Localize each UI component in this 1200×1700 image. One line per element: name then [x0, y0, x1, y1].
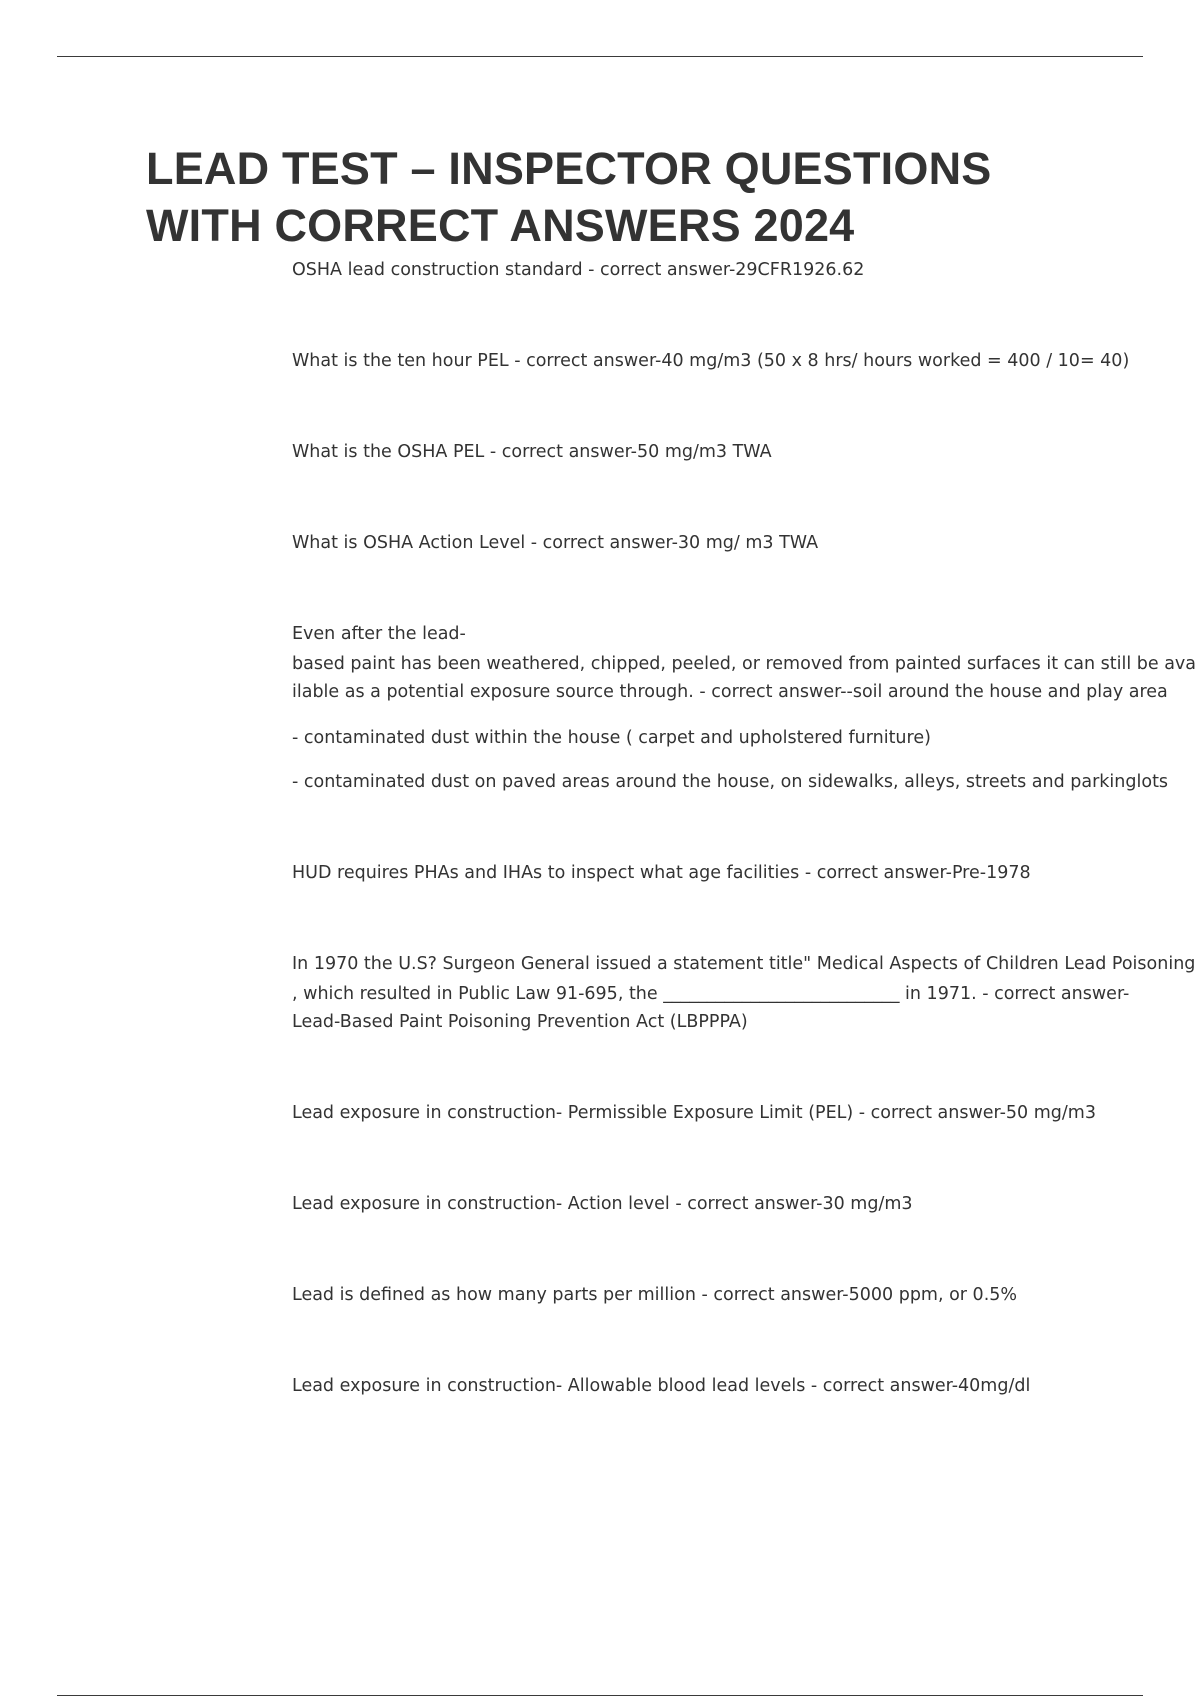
qa-item: What is OSHA Action Level - correct answer-30 mg/ m3 TWA [292, 533, 819, 553]
footer-rule [57, 1695, 1143, 1696]
title-line-1: LEAD TEST – INSPECTOR QUESTIONS [146, 143, 992, 194]
qa-item-line: Lead-Based Paint Poisoning Prevention Act (LBPPPA) [292, 1012, 748, 1032]
qa-item-line: , which resulted in Public Law 91-695, the ___________________________ in 1971. - correct answer- [292, 984, 1130, 1004]
qa-item: HUD requires PHAs and IHAs to inspect what age facilities - correct answer-Pre-1978 [292, 863, 1031, 883]
qa-item: Lead is defined as how many parts per million - correct answer-5000 ppm, or 0.5% [292, 1285, 1018, 1305]
qa-item: What is the ten hour PEL - correct answer-40 mg/m3 (50 x 8 hrs/ hours worked = 400 / 10= 40) [292, 351, 1130, 371]
header-rule [57, 56, 1143, 57]
qa-item: What is the OSHA PEL - correct answer-50 mg/m3 TWA [292, 442, 772, 462]
qa-item: Lead exposure in construction- Action level - correct answer-30 mg/m3 [292, 1194, 913, 1214]
qa-item-line: ilable as a potential exposure source through. - correct answer--soil around the house and play area [292, 682, 1168, 702]
title-line-2: WITH CORRECT ANSWERS 2024 [146, 200, 855, 251]
document-title [146, 140, 1106, 254]
qa-item: Lead exposure in construction- Allowable blood lead levels - correct answer-40mg/dl [292, 1376, 1031, 1396]
qa-item-line: - contaminated dust on paved areas around the house, on sidewalks, alleys, streets and parkinglots [292, 772, 1169, 792]
qa-item: Lead exposure in construction- Permissible Exposure Limit (PEL) - correct answer-50 mg/m3 [292, 1103, 1096, 1123]
qa-item-line: based paint has been weathered, chipped, peeled, or removed from painted surfaces it can still be ava [292, 654, 1196, 674]
qa-item-line: - contaminated dust within the house ( carpet and upholstered furniture) [292, 728, 931, 748]
qa-item-line: In 1970 the U.S? Surgeon General issued a statement title" Medical Aspects of Children Lead Poisoning [292, 954, 1196, 974]
qa-item: OSHA lead construction standard - correct answer-29CFR1926.62 [292, 260, 865, 280]
qa-item-line: Even after the lead- [292, 624, 466, 644]
